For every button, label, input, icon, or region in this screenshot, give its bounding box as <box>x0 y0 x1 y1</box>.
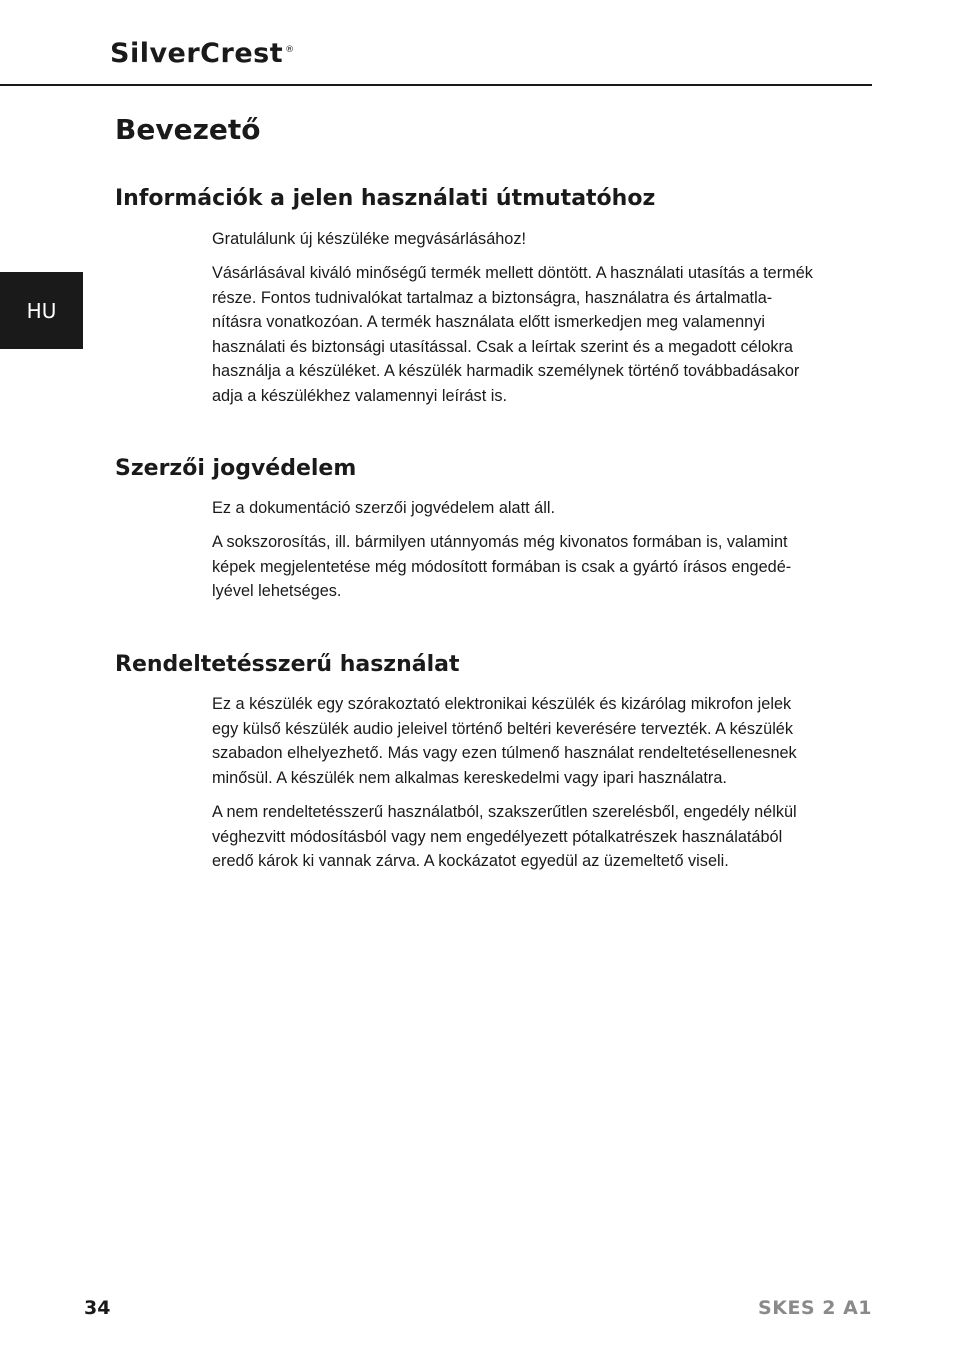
paragraph <box>212 261 844 409</box>
text-line: Vásárlásával kiváló minőségű termék mellett döntött. A használati utasítás a termék <box>212 264 813 282</box>
paragraph <box>212 800 844 874</box>
paragraph <box>212 496 844 521</box>
brand-logo-text: SilverCrest <box>110 38 284 69</box>
text-line: szabadon elhelyezhető. Más vagy ezen túlmenő használat rendeltetésellenesnek <box>212 744 797 763</box>
registered-mark: ® <box>285 45 295 55</box>
paragraph <box>212 227 844 252</box>
text-line: Gratulálunk új készüléke megvásárlásához! <box>212 230 527 248</box>
section-heading-intended-use: Rendeltetésszerű használat <box>115 652 460 677</box>
text-line: adja a készülékhez valamennyi leírást is. <box>212 386 508 405</box>
text-line: Ez a készülék egy szórakoztató elektronikai készülék és kizárólag mikrofon jelek <box>212 695 792 713</box>
text-line: A nem rendeltetésszerű használatból, szakszerűtlen szerelésből, engedély nélkül <box>212 803 797 821</box>
text-line: nításra vonatkozóan. A termék használata előtt ismerkedjen meg valamennyi <box>212 313 765 332</box>
model-number: SKES 2 A1 <box>758 1297 872 1319</box>
text-line: minősül. A készülék nem alkalmas kereskedelmi vagy ipari használatra. <box>212 768 727 787</box>
page-title: Bevezető <box>115 113 261 146</box>
page-number: 34 <box>84 1297 111 1319</box>
text-line: Ez a dokumentáció szerzői jogvédelem alatt áll. <box>212 499 555 517</box>
header-divider <box>0 84 872 86</box>
text-line: véghezvitt módosításból vagy nem engedélyezett pótalkatrészek használatából <box>212 827 783 846</box>
section-heading-copyright: Szerzői jogvédelem <box>115 456 357 481</box>
language-tab <box>0 272 83 349</box>
language-tab-label: HU <box>26 298 57 323</box>
text-line: egy külső készülék audio jeleivel történő beltéri keverésére tervezték. A készülék <box>212 719 794 738</box>
text-line: lyével lehetséges. <box>212 582 342 601</box>
paragraph <box>212 692 844 790</box>
text-line: használati és biztonsági utasítással. Csak a leírtak szerint és a megadott célokra <box>212 337 793 356</box>
text-line: képek megjelentetése még módosított formában is csak a gyártó írásos engedé- <box>212 557 792 576</box>
paragraph <box>212 530 844 604</box>
text-line: része. Fontos tudnivalókat tartalmaz a biztonságra, használatra és ártalmatla- <box>212 288 773 307</box>
section-heading-manual-info: Információk a jelen használati útmutatóhoz <box>115 186 656 211</box>
brand-logo <box>110 38 295 69</box>
text-line: A sokszorosítás, ill. bármilyen utánnyomás még kivonatos formában is, valamint <box>212 533 788 551</box>
text-line: eredő károk ki vannak zárva. A kockázatot egyedül az üzemeltető viseli. <box>212 852 729 871</box>
text-line: használja a készüléket. A készülék harmadik személynek történő továbbadásakor <box>212 362 800 381</box>
